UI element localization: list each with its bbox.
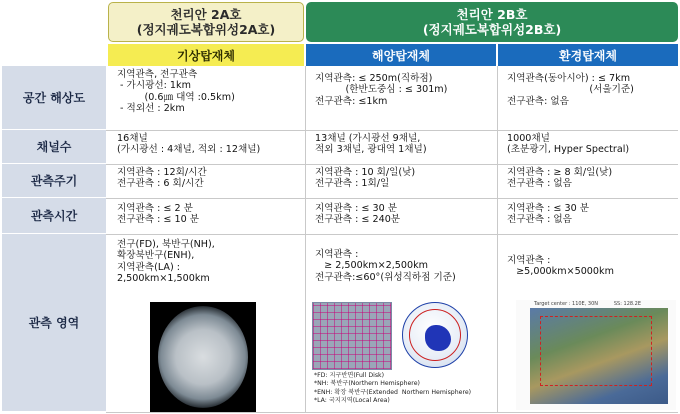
header-geo-kompsat-2b [306,2,678,42]
header-2a-subtitle: (정지궤도복합위성2A호) [136,22,276,37]
cell-environment-time: 지역관측 : ≤ 30 분 전구관측 : 없음 [507,203,590,226]
earth-disk-icon [158,306,248,408]
observation-area-legend: *FD: 지구반면(Full Disk) *NH: 북반구(Northern Hemisphere) *ENH: 확장 북반구(Extended Northern Hemisphere) *LA: 국지지역(Local Area) [314,372,472,405]
row-label-cycle: 관측주기 [2,164,106,198]
cell-environment-cycle: 지역관측 : ≥ 8 회/일(낮) 전구관측 : 없음 [507,167,613,190]
globe-coverage-ring [409,309,461,361]
header-2b-title: 천리안 2B호 [456,7,528,22]
cell-ocean-time: 지역관측 : ≤ 30 분 전구관측 : ≤ 240분 [315,203,401,226]
cell-weather-time: 지역관측 : ≤ 2 분 전구관측 : ≤ 10 분 [117,203,200,226]
subheader-ocean-payload: 해양탑재체 [306,44,496,66]
environment-map-caption: Target center : 110E, 30N SS: 128.2E [534,301,641,307]
header-2a-title: 천리안 2A호 [170,7,242,22]
header-2b-subtitle: (정지궤도복합위성2B호) [422,22,562,37]
row-divider [106,412,678,413]
cell-environment-area: 지역관측 : ≥5,000km×5000km [507,255,614,278]
subheader-weather-payload: 기상탑재체 [108,44,304,66]
subheader-environment-payload: 환경탑재체 [498,44,678,66]
map-grid-overlay [313,303,391,369]
cell-weather-area: 전구(FD), 북반구(NH), 확장북반구(ENH), 지역관측(LA) : 2,500km×1,500km [117,239,215,285]
environment-coverage-boundary [540,316,652,386]
row-divider [106,234,678,235]
row-label-area: 관측 영역 [2,234,106,412]
row-label-channels: 채널수 [2,130,106,164]
cell-weather-cycle: 지역관측 : 12회/시간 전구관측 : 6 회/시간 [117,167,207,190]
cell-ocean-cycle: 지역관측 : 10 회/일(낮) 전구관측 : 1회/일 [315,167,416,190]
cell-weather-channels: 16채널 (가시광선 : 4채널, 적외 : 12채널) [117,133,261,156]
cell-ocean-area: 지역관측 : ≥ 2,500km×2,500km 전구관측:≤60°(위성직하점 기준) [315,249,456,283]
row-divider [106,198,678,199]
globe-coverage-image [402,302,468,368]
row-label-time: 관측시간 [2,198,106,234]
cell-ocean-channels: 13채널 (가시광선 9채널, 적외 3채널, 광대역 1채널) [315,133,427,156]
cell-environment-resolution: 지역관측(동아시아) : ≤ 7km (서울기준) 전구관측: 없음 [507,73,634,107]
ocean-coverage-map-image [312,302,392,370]
header-geo-kompsat-2a [108,2,304,42]
cell-ocean-resolution: 지역관측: ≤ 250m(직하점) (한반도중심 : ≤ 301m) 전구관측: ≤1km [315,73,448,107]
cell-environment-channels: 1000채널 (초분광기, Hyper Spectral) [507,133,630,156]
row-label-resolution: 공간 해상도 [2,66,106,130]
cell-weather-resolution: 지역관측, 전구관측 - 가시광선: 1km (0.6㎛ 대역 :0.5km) - 적외선 : 2km [117,69,235,115]
